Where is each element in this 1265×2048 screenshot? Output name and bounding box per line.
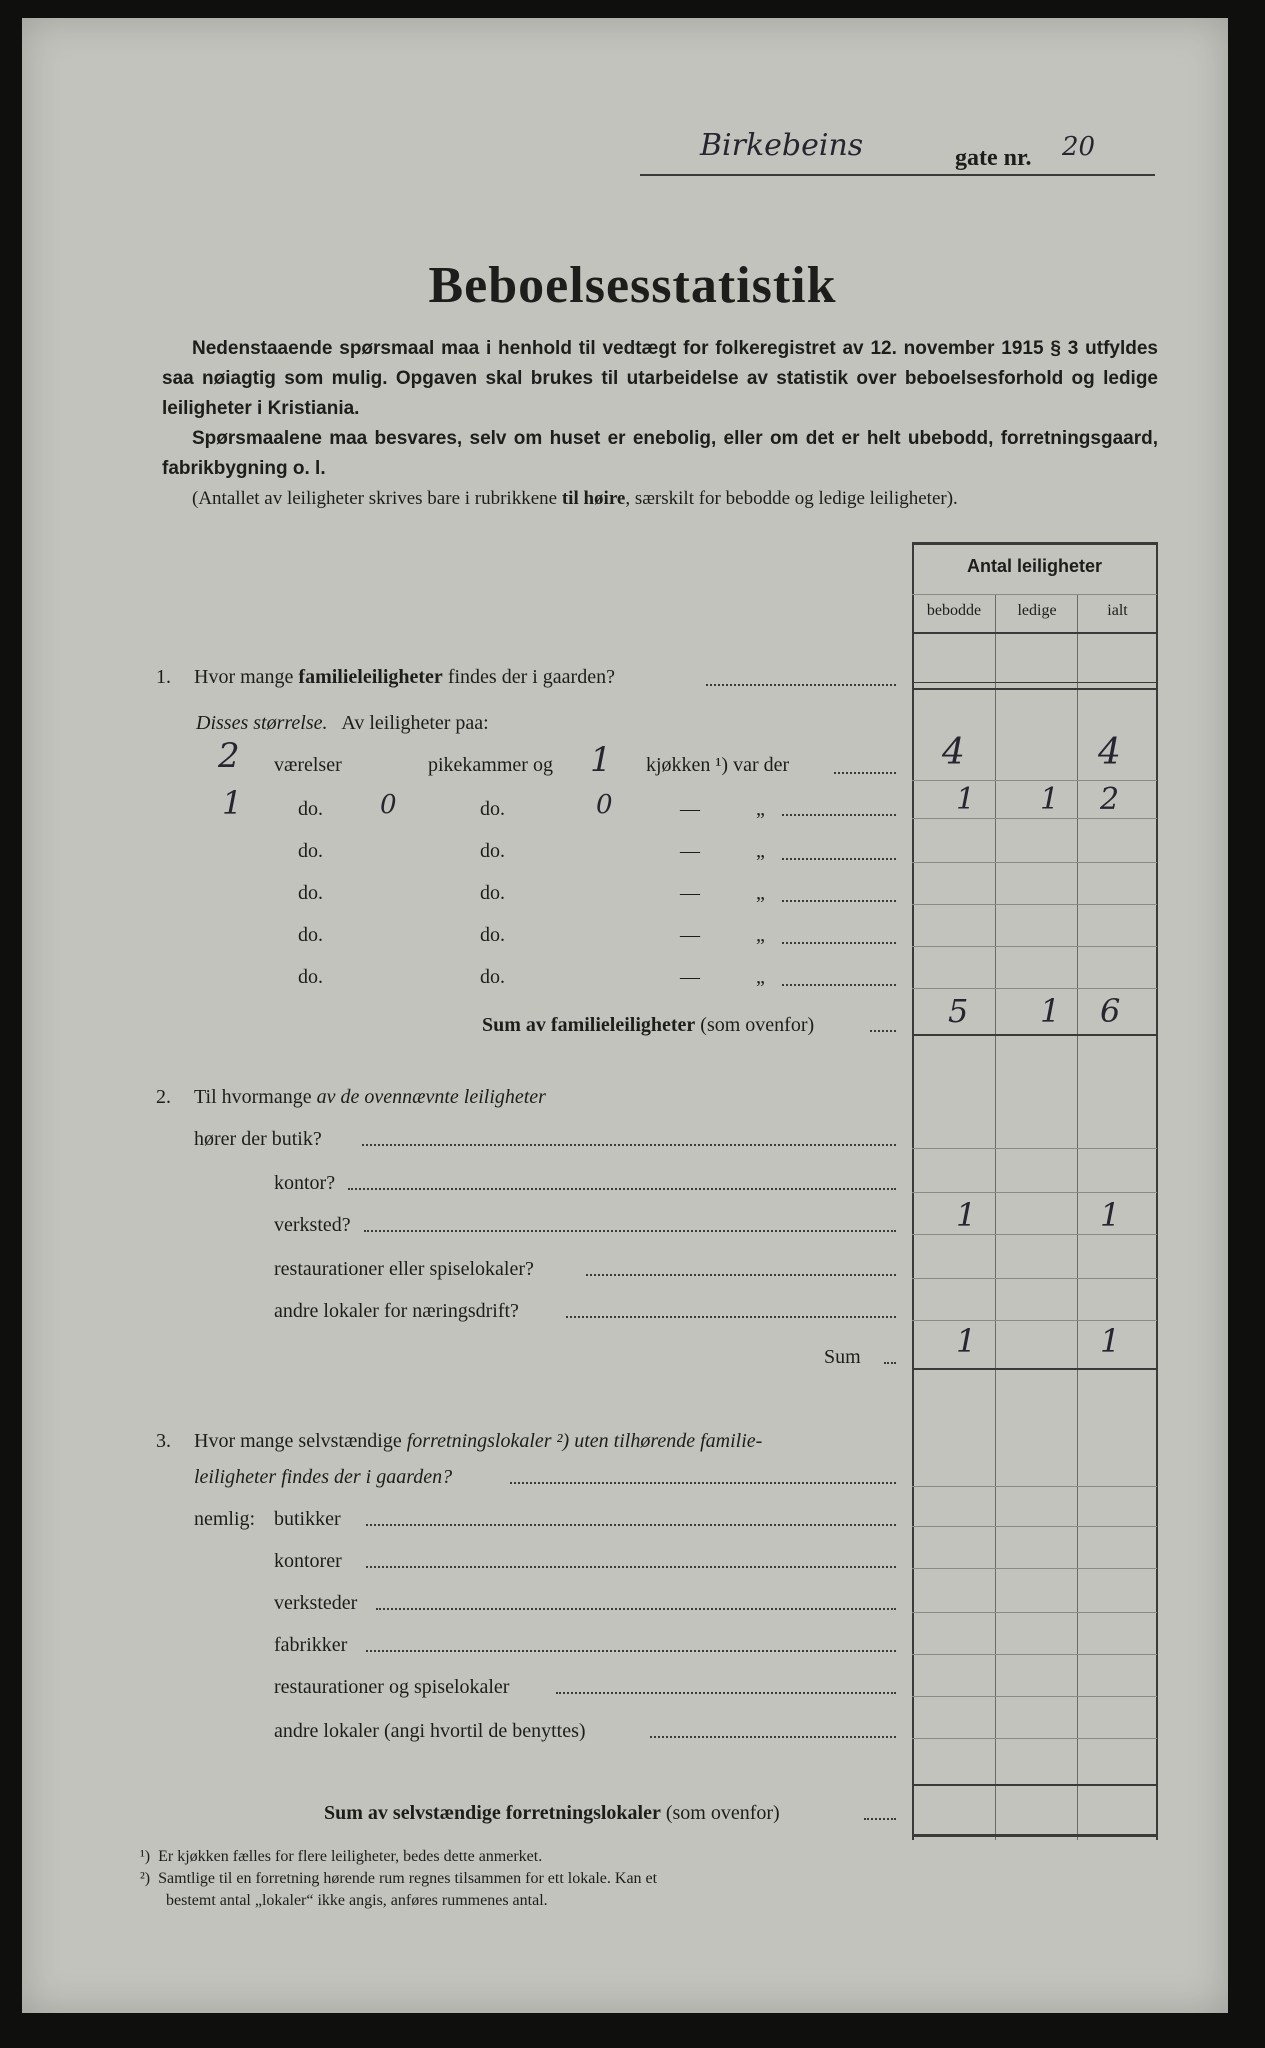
rule-verksted xyxy=(912,1234,1157,1235)
row6-label-do: do. xyxy=(298,966,323,988)
q2-andre-dots xyxy=(566,1316,896,1318)
rule-q1-double xyxy=(912,688,1157,690)
row1-label-vaerelser: værelser xyxy=(274,754,342,776)
q1-question xyxy=(194,666,615,689)
rule-q3-5 xyxy=(912,1654,1157,1655)
q3-nemlig: nemlig: xyxy=(194,1508,256,1530)
row2-dots xyxy=(782,814,896,816)
q3-number: 3. xyxy=(156,1430,171,1452)
q1-sizes-text: Av leiligheter paa: xyxy=(341,712,489,734)
q3-item-andre: andre lokaler (angi hvortil de benyttes) xyxy=(274,1720,586,1742)
row2-kjokken: 0 xyxy=(596,790,613,820)
table-top-border xyxy=(912,542,1157,545)
row1-vaerelser: 2 xyxy=(218,736,240,776)
q1-sum-dots xyxy=(870,1030,896,1032)
rule-q3-sum-bottom xyxy=(912,1834,1157,1837)
q1-sum-ledige: 1 xyxy=(1040,992,1061,1030)
q2-kontor-dots xyxy=(348,1188,896,1190)
q2-sum-bebodde: 1 xyxy=(956,1322,977,1360)
q3-item-kontorer: kontorer xyxy=(274,1550,342,1572)
intro-paragraph-2: Spørsmaalene maa besvares, selv om huset er enebolig, eller om det er helt ubebodd, forretningsgaard, fabrikbygning o. l. xyxy=(162,428,1158,479)
row3-ditto: „ xyxy=(756,840,765,862)
row5-dash: — xyxy=(680,924,700,946)
rule-q3 xyxy=(912,1486,1157,1487)
rule-q3-6 xyxy=(912,1696,1157,1697)
q1-sum-ialt: 6 xyxy=(1100,992,1121,1030)
rule-size-5 xyxy=(912,946,1157,947)
rule-sum2 xyxy=(912,1368,1157,1370)
q1-sum-bold: Sum av familieleiligheter xyxy=(482,1014,696,1036)
row4-dots xyxy=(782,900,896,902)
rule-restaurationer xyxy=(912,1278,1157,1279)
q1-text-after: findes der i gaarden? xyxy=(447,666,615,688)
q2-verksted: verksted? xyxy=(274,1214,351,1236)
row1-dots xyxy=(834,772,896,774)
q3-sum-dots xyxy=(864,1818,896,1820)
row4-label-do2: do. xyxy=(480,882,505,904)
row6-label-do2: do. xyxy=(480,966,505,988)
table-left-border xyxy=(912,542,914,1840)
q3-sum-bold: Sum av selvstændige forretningslokaler xyxy=(324,1802,661,1824)
footnote-1-text: Er kjøkken fælles for flere leiligheter, bedes dette anmerket. xyxy=(158,1848,543,1865)
q2-text-italic: av de ovennævnte leiligheter xyxy=(316,1086,546,1108)
row5-label-do2: do. xyxy=(480,924,505,946)
rule-size-6 xyxy=(912,988,1157,989)
q2-question xyxy=(194,1086,546,1109)
q2-verksted-dots xyxy=(364,1230,896,1232)
row1-label-pikekammer: pikekammer og xyxy=(428,754,553,776)
row2-bebodde: 1 xyxy=(956,782,976,817)
rule-butik xyxy=(912,1148,1157,1149)
q3-question-dots xyxy=(510,1482,896,1484)
row2-vaerelser: 1 xyxy=(222,784,243,822)
q3-item-verksteder: verksteder xyxy=(274,1592,358,1614)
gate-number-handwritten: 20 xyxy=(1062,132,1096,162)
q2-verksted-ialt: 1 xyxy=(1100,1196,1121,1234)
row2-pikekammer: 0 xyxy=(380,790,397,820)
row3-dash: — xyxy=(680,840,700,862)
footnote-2 xyxy=(140,1870,657,1888)
table-title-rule xyxy=(912,594,1157,595)
row5-ditto: „ xyxy=(756,924,765,946)
rule-q3-sum-top xyxy=(912,1784,1157,1786)
row2-ledige: 1 xyxy=(1040,782,1060,817)
q3-item-butikker: butikker xyxy=(274,1508,341,1530)
rule-q3-3 xyxy=(912,1568,1157,1569)
q2-sum-label: Sum xyxy=(824,1346,861,1368)
col-header-bebodde: bebodde xyxy=(926,602,982,619)
header-bottom-rule xyxy=(912,632,1157,634)
q2-sum-dots xyxy=(884,1362,896,1364)
q2-kontor: kontor? xyxy=(274,1172,336,1194)
table-right-border xyxy=(1156,542,1158,1840)
row2-ialt: 2 xyxy=(1100,782,1120,817)
row1-label-kjokken: kjøkken ¹) var der xyxy=(646,754,790,776)
q3-item-fabrikker: fabrikker xyxy=(274,1634,348,1656)
col-header-ialt: ialt xyxy=(1107,602,1128,619)
q2-sum-ialt: 1 xyxy=(1100,1322,1121,1360)
row2-label-do: do. xyxy=(298,798,323,820)
row5-label-do: do. xyxy=(298,924,323,946)
rule-q3-4 xyxy=(912,1612,1157,1613)
q3-question-line1 xyxy=(194,1430,762,1453)
rule-size-4 xyxy=(912,904,1157,905)
intro-paragraph-3 xyxy=(192,484,1158,514)
row4-dash: — xyxy=(680,882,700,904)
table-title: Antal leiligheter xyxy=(966,556,1103,576)
q2-text-before: Til hvormange xyxy=(194,1086,312,1108)
q3-sum-label xyxy=(324,1802,780,1825)
q2-restaurationer: restaurationer eller spiselokaler? xyxy=(274,1258,534,1280)
street-line xyxy=(640,174,1155,176)
row3-label-do2: do. xyxy=(480,840,505,862)
rule-size-1 xyxy=(912,780,1157,781)
row6-dots xyxy=(782,984,896,986)
gate-label: gate nr. xyxy=(955,145,1032,171)
q2-andre: andre lokaler for næringsdrift? xyxy=(274,1300,519,1322)
q3-fabrikker-dots xyxy=(366,1650,896,1652)
q1-text-before: Hvor mange xyxy=(194,666,294,688)
q3-andre-dots xyxy=(650,1736,896,1738)
row6-dash: — xyxy=(680,966,700,988)
intro-p3-bold: til høire xyxy=(561,488,626,509)
row1-ialt: 4 xyxy=(1098,732,1121,773)
q1-text-bold: familieleiligheter xyxy=(298,666,443,688)
row3-dots xyxy=(782,858,896,860)
q1-sum-after: (som ovenfor) xyxy=(700,1014,815,1036)
q2-restaurationer-dots xyxy=(586,1274,896,1276)
q3-butikker-dots xyxy=(366,1524,896,1526)
q1-sum-bebodde: 5 xyxy=(948,992,969,1030)
footnote-2-mark: ²) xyxy=(140,1870,151,1887)
q3-kontorer-dots xyxy=(366,1566,896,1568)
intro-p3-after: , særskilt for bebodde og ledige leiligheter). xyxy=(625,488,958,509)
rule-q1 xyxy=(912,682,1157,683)
rule-q3-7 xyxy=(912,1738,1157,1739)
footnote-2-cont: bestemt antal „lokaler“ ikke angis, anføres rummenes antal. xyxy=(166,1892,548,1909)
q3-text-italic1: forretningslokaler ²) uten tilhørende familie- xyxy=(406,1430,763,1452)
rule-andre xyxy=(912,1320,1157,1321)
row6-ditto: „ xyxy=(756,966,765,988)
row4-ditto: „ xyxy=(756,882,765,904)
rule-size-2 xyxy=(912,818,1157,819)
row4-label-do: do. xyxy=(298,882,323,904)
q1-number: 1. xyxy=(156,666,171,688)
q3-text-before: Hvor mange selvstændige xyxy=(194,1430,402,1452)
street-name-handwritten: Birkebeins xyxy=(700,128,864,163)
q3-question-line2: leiligheter findes der i gaarden? xyxy=(194,1466,453,1488)
q1-sizes-label: Disses størrelse. xyxy=(196,712,328,734)
q2-butik: hører der butik? xyxy=(194,1128,322,1150)
col-header-ledige: ledige xyxy=(1017,602,1057,619)
row2-dash: — xyxy=(680,798,700,820)
q1-leader-dots xyxy=(706,684,896,686)
rule-size-3 xyxy=(912,862,1157,863)
row2-label-do2: do. xyxy=(480,798,505,820)
rule-sum1 xyxy=(912,1034,1157,1036)
footnote-1-mark: ¹) xyxy=(140,1848,151,1865)
intro-p3-before: (Antallet av leiligheter skrives bare i rubrikkene xyxy=(192,488,558,509)
row1-kjokken: 1 xyxy=(590,740,612,780)
q3-sum-after: (som ovenfor) xyxy=(665,1802,780,1824)
row2-ditto: „ xyxy=(756,798,765,820)
row3-label-do: do. xyxy=(298,840,323,862)
rule-kontor xyxy=(912,1192,1157,1193)
footnote-2-text-a: Samtlige til en forretning hørende rum regnes tilsammen for ett lokale. Kan et xyxy=(158,1870,658,1887)
q2-verksted-bebodde: 1 xyxy=(956,1196,977,1234)
row5-dots xyxy=(782,942,896,944)
q3-item-restaurationer: restaurationer og spiselokaler xyxy=(274,1676,510,1698)
q2-number: 2. xyxy=(156,1086,171,1108)
q3-restaurationer-dots xyxy=(556,1692,896,1694)
footnote-1 xyxy=(140,1848,542,1866)
row1-bebodde: 4 xyxy=(942,732,965,773)
q3-verksteder-dots xyxy=(376,1608,896,1610)
page-title: Beboelsesstatistik xyxy=(428,257,837,314)
intro-paragraph-1: Nedenstaaende spørsmaal maa i henhold til vedtægt for folkeregistret av 12. november 1915 § 3 utfyldes saa nøiagtig som mulig. Opgaven skal brukes til utarbeidelse av statistik over beboelsesforhold og ledige leiligheter i Kristiania. xyxy=(162,338,1158,419)
q1-sum-label xyxy=(482,1014,814,1037)
q2-butik-dots xyxy=(362,1144,896,1146)
q1-sizes xyxy=(196,712,489,735)
rule-q3-2 xyxy=(912,1526,1157,1527)
